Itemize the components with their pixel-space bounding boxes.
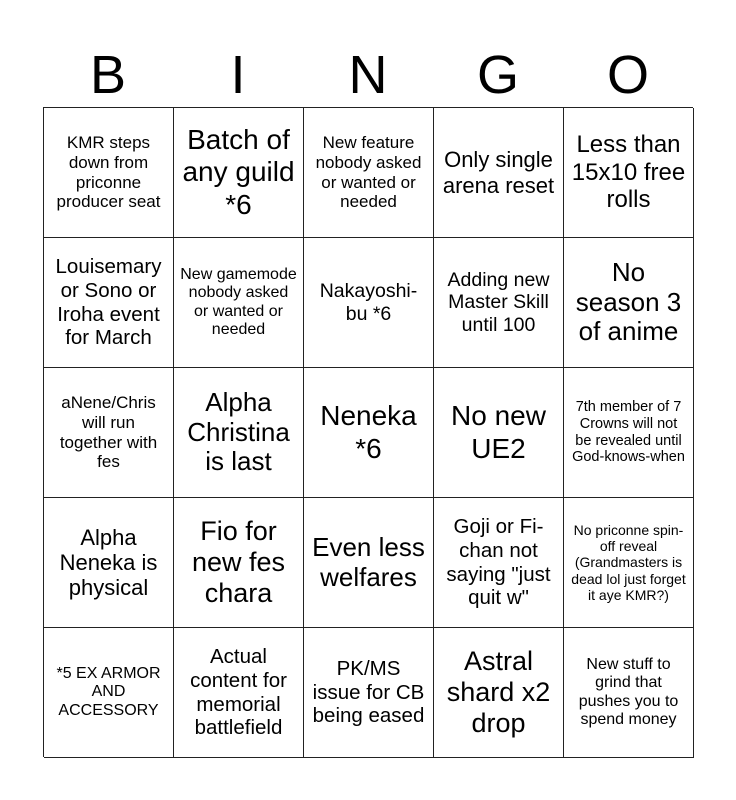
bingo-cell-r3-c1[interactable] (44, 368, 174, 498)
bingo-cell-r3-c4[interactable] (434, 368, 564, 498)
cell-text: Goji or Fi-chan not saying "just quit w" (446, 515, 551, 610)
cell-text: *5 EX ARMOR AND ACCESSORY (56, 664, 161, 719)
bingo-cell-r1-c4[interactable] (434, 108, 564, 238)
cell-text: Nakayoshi-bu *6 (319, 280, 418, 325)
bingo-cell-r2-c3[interactable] (304, 238, 434, 368)
cell-text: Fio for new fes chara (191, 515, 286, 609)
bingo-cell-r2-c5[interactable] (564, 238, 694, 368)
header-letter-i: I (230, 45, 246, 105)
cell-text: New gamemode nobody asked or wanted or needed (180, 265, 297, 338)
cell-text: Neneka *6 (320, 400, 417, 464)
bingo-cell-r3-c5[interactable] (564, 368, 694, 498)
cell-text: Even less welfares (312, 531, 425, 592)
cell-text: Batch of any guild *6 (182, 124, 295, 220)
cell-text: Only single arena reset (442, 147, 555, 198)
bingo-cell-r1-c5[interactable] (564, 108, 694, 238)
bingo-cell-r1-c3[interactable] (304, 108, 434, 238)
cell-text: PK/MS issue for CB being eased (312, 657, 425, 728)
bingo-cell-r5-c1[interactable] (44, 628, 174, 758)
cell-text: No season 3 of anime (575, 256, 682, 347)
cell-text: No new UE2 (451, 400, 546, 464)
bingo-cell-r5-c4[interactable] (434, 628, 564, 758)
bingo-cell-r1-c2[interactable] (174, 108, 304, 238)
bingo-cell-r5-c3[interactable] (304, 628, 434, 758)
bingo-cell-r3-c2[interactable] (174, 368, 304, 498)
cell-text: Alpha Christina is last (187, 386, 290, 477)
bingo-cell-r4-c2[interactable] (174, 498, 304, 628)
bingo-header (43, 44, 693, 106)
cell-text: Louisemary or Sono or Iroha event for March (55, 255, 162, 350)
bingo-cell-r2-c4[interactable] (434, 238, 564, 368)
bingo-cell-r2-c2[interactable] (174, 238, 304, 368)
cell-text: New stuff to grind that pushes you to spend money (578, 655, 679, 728)
cell-text: Astral shard x2 drop (446, 645, 551, 739)
cell-text: KMR steps down from priconne producer seat (56, 133, 161, 212)
cell-text: Actual content for memorial battlefield (190, 645, 287, 740)
cell-text: Alpha Neneka is physical (59, 524, 158, 601)
bingo-cell-r2-c1[interactable] (44, 238, 174, 368)
bingo-cell-r3-c3[interactable] (304, 368, 434, 498)
cell-text: No priconne spin-off reveal (Grandmasters is dead lol just forget it aye KMR?) (571, 522, 686, 603)
header-letter-n: N (348, 45, 388, 105)
cell-text: Less than 15x10 free rolls (571, 131, 686, 214)
cell-text: Adding new Master Skill until 100 (447, 268, 550, 336)
bingo-board (43, 107, 693, 757)
header-letter-g: G (476, 45, 519, 105)
bingo-cell-r4-c4[interactable] (434, 498, 564, 628)
cell-text: aNene/Chris will run together with fes (59, 393, 158, 472)
bingo-cell-r4-c1[interactable] (44, 498, 174, 628)
bingo-cell-r4-c3[interactable] (304, 498, 434, 628)
header-letter-o: O (606, 45, 649, 105)
bingo-cell-r5-c2[interactable] (174, 628, 304, 758)
bingo-cell-r5-c5[interactable] (564, 628, 694, 758)
bingo-cell-r4-c5[interactable] (564, 498, 694, 628)
cell-text: New feature nobody asked or wanted or needed (315, 133, 422, 212)
cell-text: 7th member of 7 Crowns will not be revealed until God-knows-when (572, 399, 685, 466)
bingo-cell-r1-c1[interactable] (44, 108, 174, 238)
header-letter-b: B (89, 45, 127, 105)
